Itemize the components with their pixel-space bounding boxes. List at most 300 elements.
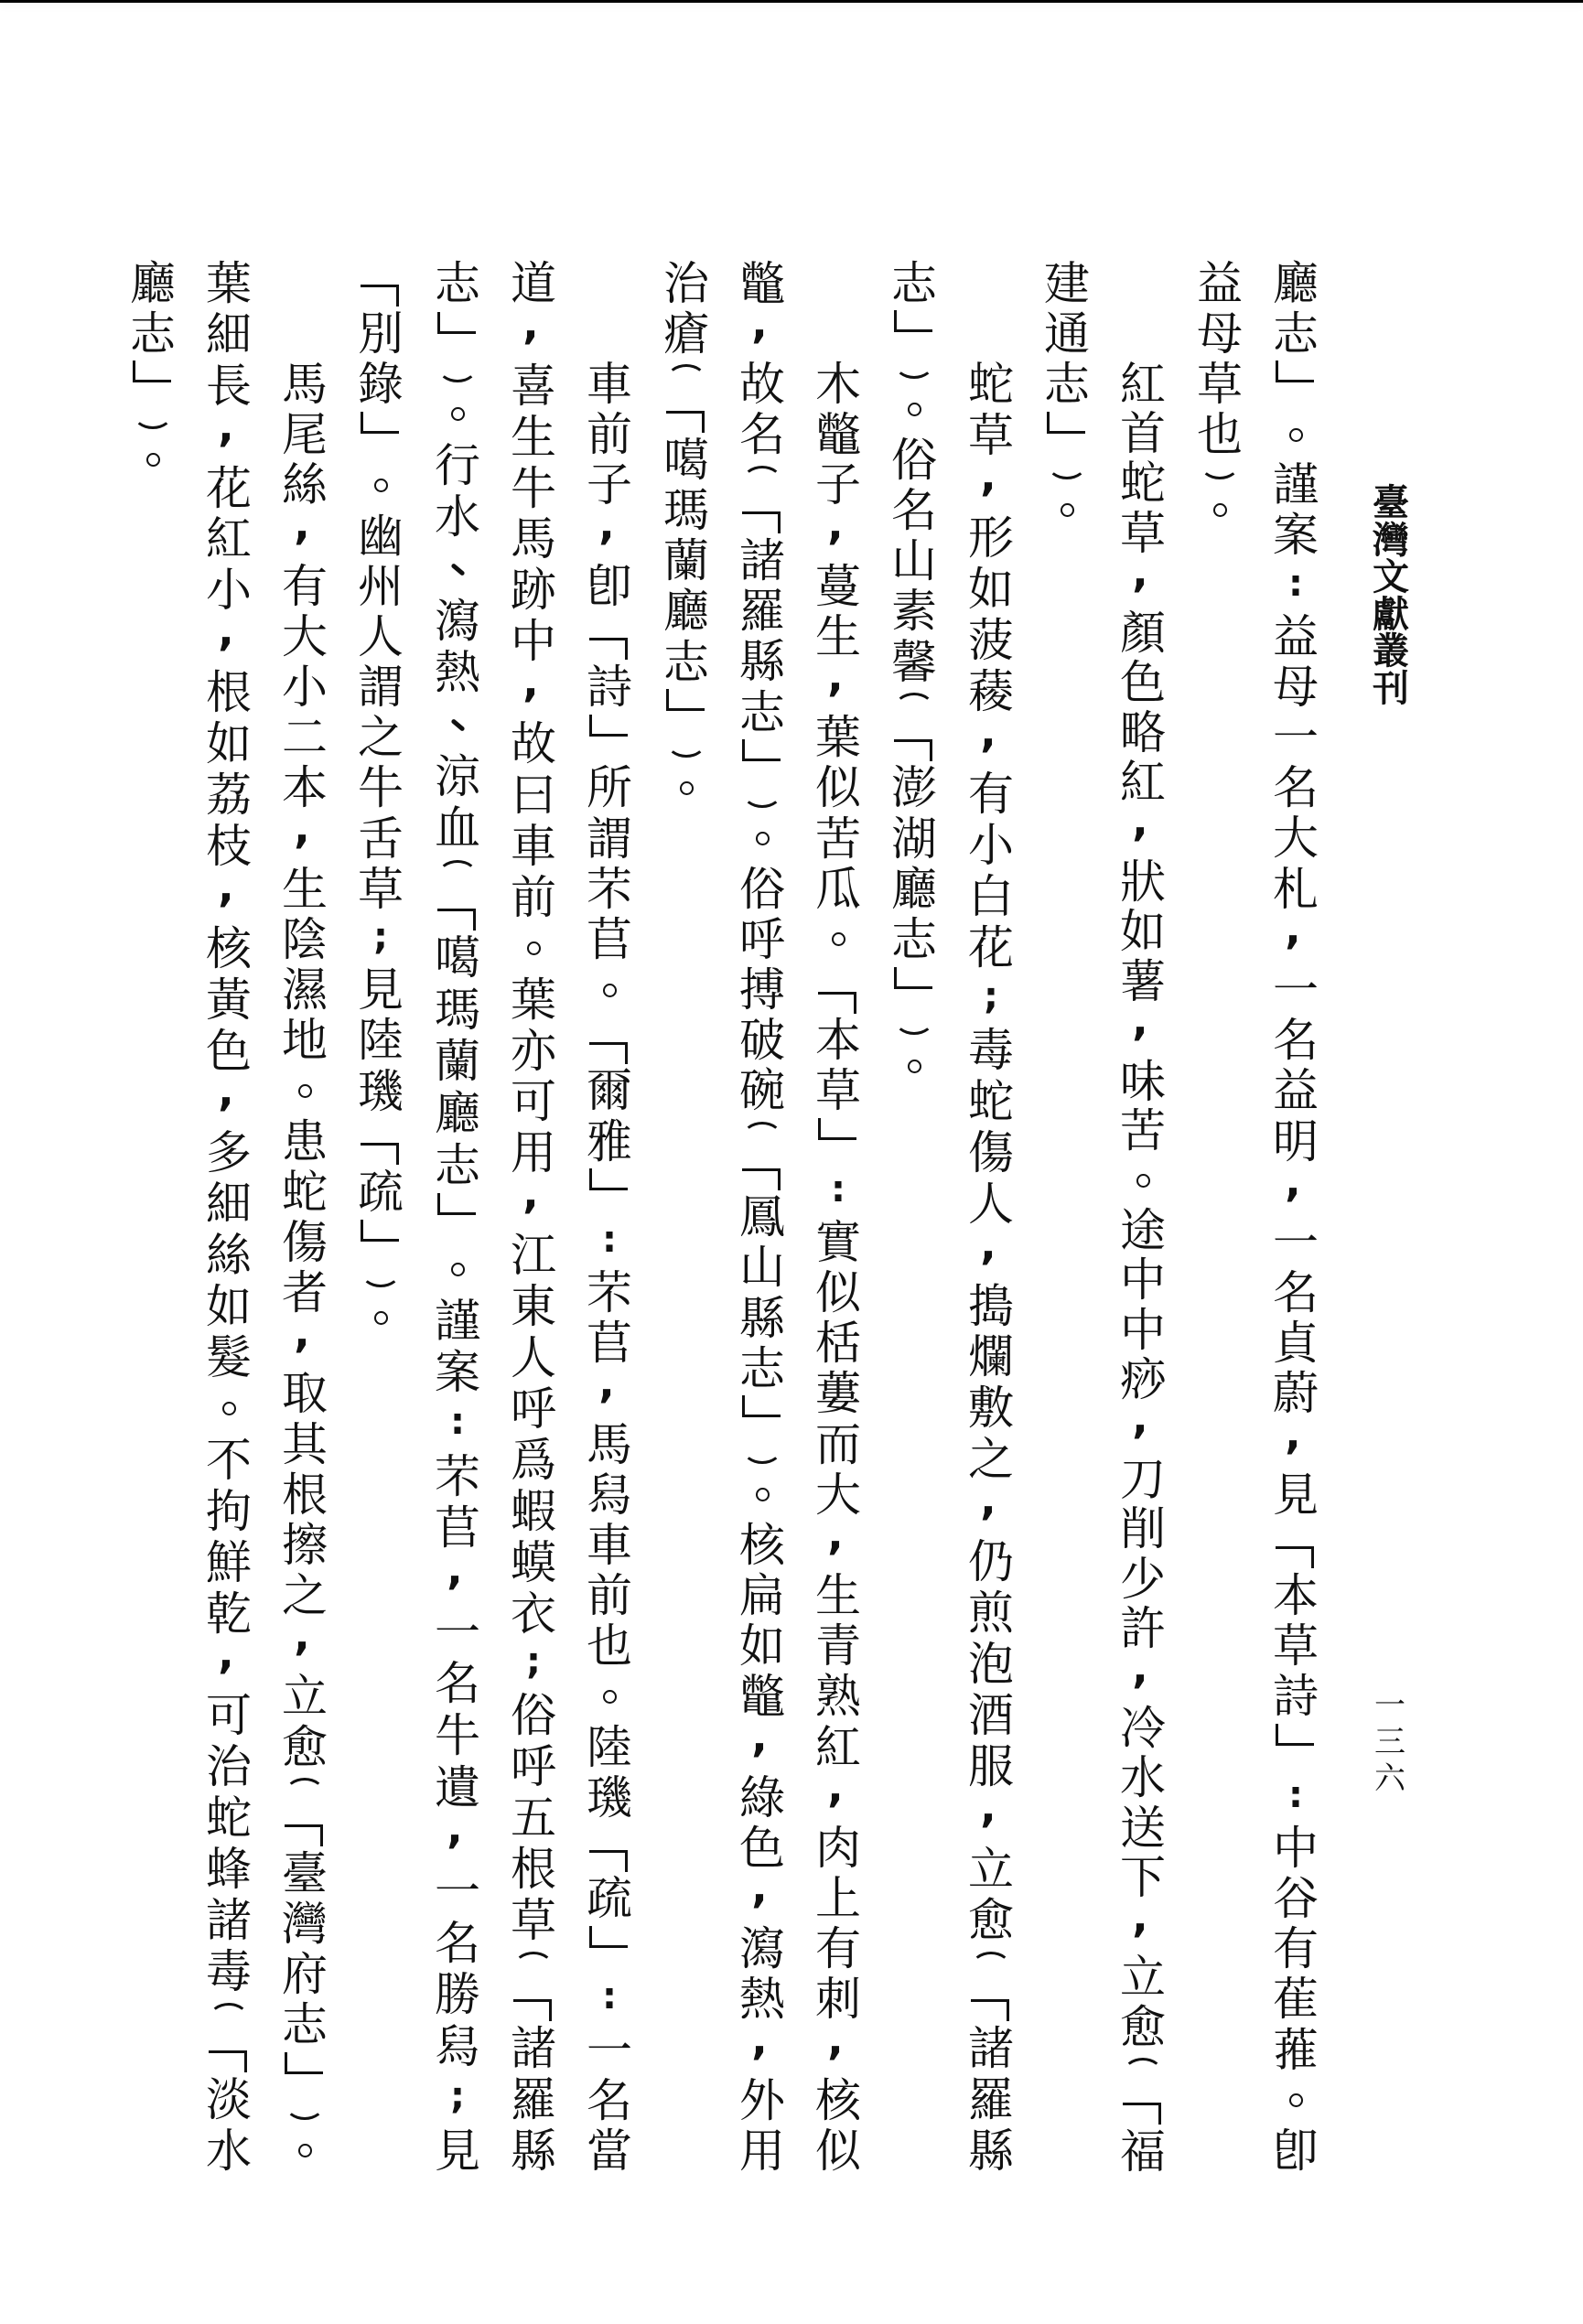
punctuation-semicolon bbox=[355, 914, 406, 964]
glyph: 葉 bbox=[206, 256, 252, 310]
glyph: 志 bbox=[891, 913, 937, 967]
top-border-line bbox=[0, 0, 1583, 3]
punctuation-comma-mark: , bbox=[218, 606, 234, 656]
punctuation-close-quote-mark bbox=[437, 1193, 476, 1215]
punctuation-close-paren bbox=[1194, 460, 1245, 486]
glyph: 勝 bbox=[435, 1968, 480, 2022]
glyph: 諸 bbox=[511, 2021, 556, 2075]
glyph: 核 bbox=[206, 921, 252, 975]
punctuation-comma bbox=[584, 500, 635, 561]
glyph: 本 bbox=[1273, 1569, 1319, 1623]
glyph: 萑 bbox=[1273, 1973, 1319, 2027]
glyph: 熱 bbox=[435, 646, 480, 700]
punctuation-open-quote bbox=[584, 611, 635, 662]
glyph: 中 bbox=[1120, 1253, 1166, 1307]
glyph: 叢 bbox=[1373, 629, 1409, 673]
glyph: 卽 bbox=[1273, 2124, 1319, 2178]
glyph: 大 bbox=[282, 609, 328, 663]
glyph: 拘 bbox=[206, 1484, 252, 1538]
glyph: 似 bbox=[815, 1266, 861, 1320]
punctuation-colon-mark: : bbox=[602, 1218, 617, 1261]
punctuation-comma-mark: , bbox=[751, 1863, 768, 1913]
glyph: 熟 bbox=[815, 1670, 861, 1724]
punctuation-period bbox=[1270, 410, 1321, 460]
glyph: 本 bbox=[815, 1014, 861, 1068]
punctuation-period bbox=[203, 1383, 254, 1435]
glyph: 蛇 bbox=[1120, 457, 1166, 511]
glyph: 如 bbox=[206, 1280, 252, 1334]
punctuation-comma-mark: , bbox=[1132, 547, 1148, 597]
glyph: 涼 bbox=[435, 749, 480, 803]
punctuation-colon-mark: : bbox=[602, 1975, 617, 2018]
glyph: 名 bbox=[435, 1657, 480, 1711]
punctuation-comma-mark: , bbox=[1132, 796, 1148, 846]
punctuation-close-paren-mark bbox=[133, 398, 173, 429]
punctuation-close-paren bbox=[737, 1445, 788, 1470]
glyph: 瑪 bbox=[435, 983, 480, 1037]
punctuation-close-paren bbox=[888, 1016, 940, 1041]
glyph: 冷 bbox=[1120, 1701, 1166, 1755]
glyph: 蛇 bbox=[206, 1791, 252, 1845]
glyph: 跡 bbox=[511, 564, 556, 618]
punctuation-close-quote-mark bbox=[1047, 412, 1085, 434]
punctuation-comma bbox=[1117, 1642, 1168, 1703]
punctuation-colon-mark: : bbox=[831, 1167, 845, 1210]
glyph: 根 bbox=[206, 666, 252, 720]
glyph: 草 bbox=[968, 409, 1014, 463]
punctuation-open-quote bbox=[584, 1016, 635, 1066]
glyph: 車 bbox=[511, 819, 556, 873]
glyph: 有 bbox=[968, 767, 1014, 821]
punctuation-open-quote bbox=[888, 713, 940, 763]
glyph: 澎 bbox=[891, 761, 937, 815]
glyph: 別 bbox=[358, 307, 404, 360]
glyph: 絲 bbox=[206, 1229, 252, 1283]
punctuation-close-quote-mark bbox=[1276, 1724, 1314, 1746]
punctuation-close-quote bbox=[584, 1167, 635, 1217]
glyph: 用 bbox=[511, 1126, 556, 1180]
punctuation-close-quote-mark bbox=[589, 715, 628, 737]
punctuation-comma-mark: , bbox=[980, 1219, 996, 1269]
glyph: 紅 bbox=[1120, 357, 1166, 411]
punctuation-close-quote-mark bbox=[361, 412, 399, 434]
text-column-7 bbox=[813, 359, 864, 2176]
punctuation-comma bbox=[813, 500, 864, 561]
glyph: 苢 bbox=[435, 1501, 480, 1555]
glyph: 志 bbox=[1044, 357, 1090, 411]
punctuation-open-quote-mark bbox=[971, 1999, 1009, 2021]
glyph: 菠 bbox=[968, 614, 1014, 668]
punctuation-comma-mark: , bbox=[218, 861, 234, 911]
glyph: 噶 bbox=[663, 433, 709, 487]
glyph: 淡 bbox=[206, 2072, 252, 2126]
punctuation-period bbox=[888, 384, 940, 435]
glyph: 一 bbox=[435, 1865, 480, 1919]
glyph: 色 bbox=[1120, 656, 1166, 710]
punctuation-period-mark bbox=[374, 1311, 388, 1325]
glyph: 臺 bbox=[282, 1846, 328, 1900]
punctuation-period-mark bbox=[1213, 503, 1227, 517]
glyph: 愈 bbox=[968, 1893, 1014, 1947]
punctuation-comma-mark: , bbox=[1132, 1891, 1148, 1942]
punctuation-close-quote-mark bbox=[285, 2052, 323, 2074]
glyph: 當 bbox=[587, 2124, 632, 2178]
glyph: 許 bbox=[1120, 1602, 1166, 1656]
glyph: 謂 bbox=[587, 812, 632, 866]
glyph: 見 bbox=[1273, 1468, 1319, 1522]
glyph: 五 bbox=[511, 1791, 556, 1845]
glyph: 刀 bbox=[1120, 1452, 1166, 1506]
glyph: 搏 bbox=[739, 963, 785, 1017]
glyph: 青 bbox=[815, 1619, 861, 1673]
glyph: 根 bbox=[511, 1843, 556, 1897]
glyph: 可 bbox=[206, 1689, 252, 1743]
glyph: 札 bbox=[1273, 862, 1319, 916]
glyph: 湖 bbox=[891, 812, 937, 866]
glyph: 衣 bbox=[511, 1587, 556, 1641]
glyph: 途 bbox=[1120, 1203, 1166, 1257]
glyph: 蜂 bbox=[206, 1843, 252, 1897]
punctuation-comma-mark: , bbox=[751, 1711, 768, 1761]
punctuation-close-paren bbox=[279, 2101, 330, 2126]
punctuation-comma bbox=[1117, 1891, 1168, 1952]
glyph: 名 bbox=[1273, 1266, 1319, 1320]
glyph: 血 bbox=[435, 802, 480, 855]
glyph: 尾 bbox=[282, 408, 328, 462]
glyph: 細 bbox=[206, 307, 252, 361]
glyph: 敷 bbox=[968, 1382, 1014, 1436]
glyph: 核 bbox=[739, 1518, 785, 1572]
punctuation-open-quote-mark bbox=[742, 511, 781, 533]
glyph: 生 bbox=[815, 609, 861, 663]
punctuation-open-paren bbox=[1117, 2052, 1168, 2077]
glyph: 爾 bbox=[587, 1064, 632, 1118]
glyph: 小 bbox=[206, 564, 252, 618]
glyph: 可 bbox=[511, 1075, 556, 1129]
glyph: 牛 bbox=[358, 761, 404, 815]
glyph: 痧 bbox=[1120, 1353, 1166, 1407]
punctuation-period-mark bbox=[451, 407, 465, 421]
punctuation-close-quote-mark bbox=[742, 1395, 781, 1417]
punctuation-open-quote-mark bbox=[894, 739, 932, 761]
punctuation-comma bbox=[279, 802, 330, 864]
punctuation-close-paren bbox=[432, 361, 483, 387]
punctuation-period bbox=[1117, 1156, 1168, 1205]
glyph: 谷 bbox=[1273, 1872, 1319, 1926]
glyph: 小 bbox=[282, 661, 328, 714]
glyph: 大 bbox=[815, 1468, 861, 1522]
punctuation-comma bbox=[813, 1761, 864, 1823]
glyph: 如 bbox=[1120, 905, 1166, 959]
punctuation-comma-mark: , bbox=[827, 1509, 844, 1559]
glyph: 六 bbox=[1374, 1760, 1405, 1797]
punctuation-open-quote-mark bbox=[209, 2050, 247, 2072]
glyph: 薯 bbox=[1120, 954, 1166, 1008]
punctuation-comma-mark: , bbox=[294, 500, 310, 550]
punctuation-close-paren-mark bbox=[894, 1004, 934, 1035]
glyph: 疏 bbox=[587, 1872, 632, 1926]
punctuation-open-quote bbox=[661, 384, 712, 435]
glyph: 車 bbox=[587, 1518, 632, 1572]
glyph: 灣 bbox=[1373, 518, 1409, 562]
glyph: 俗 bbox=[891, 433, 937, 487]
punctuation-colon bbox=[584, 1974, 635, 2025]
punctuation-close-quote bbox=[813, 1116, 864, 1167]
glyph: 名 bbox=[1273, 761, 1319, 815]
glyph: 子 bbox=[587, 458, 632, 512]
punctuation-comma-mark: , bbox=[1285, 1408, 1301, 1458]
glyph: 水 bbox=[206, 2124, 252, 2178]
punctuation-comma-mark: , bbox=[1132, 1393, 1148, 1444]
punctuation-comma-mark: , bbox=[980, 1782, 996, 1833]
glyph: 如 bbox=[739, 1619, 785, 1673]
punctuation-comma-mark: , bbox=[1132, 995, 1148, 1046]
punctuation-period-mark bbox=[298, 2144, 312, 2157]
glyph: 見 bbox=[358, 963, 404, 1017]
text-column-16 bbox=[127, 258, 178, 485]
glyph: 舄 bbox=[587, 1468, 632, 1522]
glyph: 乾 bbox=[206, 1587, 252, 1641]
glyph: 爲 bbox=[511, 1433, 556, 1487]
glyph: 狀 bbox=[1120, 855, 1166, 909]
glyph: 母 bbox=[1197, 307, 1243, 360]
punctuation-period-mark bbox=[222, 1402, 236, 1415]
text-column-13 bbox=[355, 258, 406, 1344]
glyph: 亦 bbox=[511, 1024, 556, 1078]
glyph: 喜 bbox=[511, 359, 556, 413]
punctuation-period-mark bbox=[756, 832, 770, 845]
glyph: 搗 bbox=[968, 1279, 1014, 1333]
glyph: 其 bbox=[282, 1417, 328, 1471]
glyph: 苢 bbox=[587, 912, 632, 966]
punctuation-open-paren bbox=[279, 1772, 330, 1798]
glyph: 擦 bbox=[282, 1518, 328, 1572]
glyph: 舌 bbox=[358, 812, 404, 866]
punctuation-close-quote-mark bbox=[361, 1220, 399, 1242]
glyph: 建 bbox=[1044, 256, 1090, 310]
punctuation-comma bbox=[965, 1782, 1017, 1844]
glyph: 苦 bbox=[815, 812, 861, 866]
text-column-10 bbox=[584, 359, 635, 2176]
punctuation-open-quote bbox=[813, 964, 864, 1015]
glyph: 縣 bbox=[739, 635, 785, 689]
punctuation-comma bbox=[737, 1711, 788, 1772]
glyph: 益 bbox=[1197, 256, 1243, 310]
punctuation-comma bbox=[1117, 1393, 1168, 1454]
glyph: 葉 bbox=[511, 973, 556, 1027]
glyph: 木 bbox=[815, 357, 861, 411]
glyph: 愈 bbox=[1120, 2000, 1166, 2054]
punctuation-colon-mark: : bbox=[1288, 562, 1303, 605]
punctuation-comma-mark: , bbox=[447, 1803, 463, 1854]
punctuation-close-quote-mark bbox=[894, 967, 932, 989]
punctuation-close-paren-mark bbox=[742, 1433, 782, 1464]
glyph: 馬 bbox=[511, 512, 556, 566]
glyph: 形 bbox=[968, 511, 1014, 565]
punctuation-period bbox=[1194, 485, 1245, 535]
text-column-15 bbox=[203, 258, 254, 2176]
glyph: 呼 bbox=[511, 1382, 556, 1436]
glyph: 人 bbox=[511, 1330, 556, 1384]
glyph: 之 bbox=[358, 711, 404, 765]
glyph: 核 bbox=[815, 2073, 861, 2127]
glyph: 蔓 bbox=[815, 559, 861, 613]
glyph: 苢 bbox=[587, 1317, 632, 1371]
punctuation-open-quote-mark bbox=[513, 1999, 552, 2021]
glyph: 草 bbox=[1197, 357, 1243, 411]
punctuation-open-quote-mark bbox=[285, 1824, 323, 1846]
punctuation-close-paren-mark bbox=[1200, 448, 1240, 479]
glyph: 本 bbox=[282, 761, 328, 815]
punctuation-comma bbox=[965, 1219, 1017, 1281]
punctuation-open-quote bbox=[737, 485, 788, 535]
glyph: 明 bbox=[1273, 1114, 1319, 1168]
punctuation-period bbox=[279, 2125, 330, 2176]
glyph: 味 bbox=[1120, 1054, 1166, 1108]
glyph: 中 bbox=[511, 615, 556, 669]
glyph: 如 bbox=[206, 717, 252, 771]
glyph: 有 bbox=[1273, 1922, 1319, 1976]
punctuation-period-mark bbox=[1136, 1174, 1150, 1188]
glyph: 草 bbox=[511, 1893, 556, 1947]
punctuation-comma bbox=[203, 861, 254, 923]
punctuation-open-paren bbox=[508, 1946, 559, 1972]
glyph: 瑪 bbox=[663, 483, 709, 537]
glyph: 地 bbox=[282, 1014, 328, 1068]
glyph: 治 bbox=[663, 256, 709, 310]
glyph: 似 bbox=[815, 761, 861, 815]
glyph: 治 bbox=[206, 1740, 252, 1794]
punctuation-period bbox=[127, 435, 178, 485]
glyph: 噶 bbox=[435, 931, 480, 985]
glyph: 外 bbox=[739, 2073, 785, 2127]
text-column-8 bbox=[737, 258, 788, 2177]
glyph: 志 bbox=[282, 1998, 328, 2052]
punctuation-close-paren bbox=[1041, 460, 1093, 486]
punctuation-comma-mark: , bbox=[522, 1168, 539, 1219]
glyph: 益 bbox=[1273, 1064, 1319, 1118]
glyph: 似 bbox=[815, 2124, 861, 2178]
text-column-9 bbox=[661, 258, 712, 813]
punctuation-comma bbox=[1117, 796, 1168, 856]
glyph: 益 bbox=[1273, 609, 1319, 663]
glyph: 煎 bbox=[968, 1587, 1014, 1641]
punctuation-close-quote-mark bbox=[894, 310, 932, 332]
punctuation-colon bbox=[432, 1399, 483, 1451]
glyph: 傷 bbox=[968, 1125, 1014, 1179]
punctuation-open-quote bbox=[355, 1116, 406, 1167]
glyph: 羅 bbox=[968, 2072, 1014, 2126]
punctuation-period bbox=[1270, 2075, 1321, 2125]
glyph: 鮮 bbox=[206, 1535, 252, 1589]
punctuation-open-quote-mark bbox=[589, 1042, 628, 1064]
glyph: 一 bbox=[587, 2023, 632, 2077]
glyph: 志 bbox=[663, 635, 709, 689]
glyph: 苦 bbox=[1120, 1103, 1166, 1157]
punctuation-period-mark bbox=[146, 453, 160, 467]
punctuation-semicolon-mark: ; bbox=[526, 1641, 541, 1684]
glyph: 廳 bbox=[435, 1087, 480, 1141]
punctuation-open-paren bbox=[737, 460, 788, 486]
punctuation-close-paren-mark bbox=[1047, 448, 1087, 479]
punctuation-period bbox=[584, 1672, 635, 1722]
glyph: 立 bbox=[1120, 1951, 1166, 2005]
glyph: 草 bbox=[1273, 1619, 1319, 1673]
glyph: 熱 bbox=[739, 1973, 785, 2027]
glyph: 色 bbox=[206, 1024, 252, 1078]
glyph: 山 bbox=[891, 534, 937, 588]
glyph: 一 bbox=[435, 1605, 480, 1659]
punctuation-comma bbox=[508, 1168, 559, 1230]
punctuation-semicolon-mark: ; bbox=[373, 916, 388, 959]
glyph: 愈 bbox=[282, 1720, 328, 1774]
punctuation-comma bbox=[203, 606, 254, 667]
glyph: 細 bbox=[206, 1178, 252, 1232]
punctuation-period bbox=[584, 964, 635, 1015]
glyph: 泡 bbox=[968, 1638, 1014, 1692]
punctuation-period-mark bbox=[374, 479, 388, 492]
glyph: 陸 bbox=[358, 1014, 404, 1068]
glyph: 肉 bbox=[815, 1821, 861, 1875]
glyph: 曰 bbox=[511, 769, 556, 823]
punctuation-comma bbox=[584, 1358, 635, 1419]
punctuation-comma-mark: , bbox=[1132, 1642, 1148, 1693]
punctuation-comma-mark: , bbox=[827, 1761, 844, 1812]
punctuation-close-quote bbox=[584, 1924, 635, 1974]
glyph: 瀉 bbox=[435, 594, 480, 648]
glyph: 少 bbox=[1120, 1552, 1166, 1606]
punctuation-close-paren-mark bbox=[285, 2089, 325, 2120]
punctuation-open-quote-mark bbox=[589, 1850, 628, 1872]
punctuation-open-quote bbox=[1117, 2077, 1168, 2126]
glyph: 之 bbox=[282, 1569, 328, 1623]
glyph: 母 bbox=[1273, 660, 1319, 714]
punctuation-comma-mark: , bbox=[294, 802, 310, 853]
glyph: 詩 bbox=[1273, 1670, 1319, 1724]
punctuation-period-mark bbox=[832, 932, 845, 946]
punctuation-open-quote bbox=[737, 1141, 788, 1191]
glyph: 而 bbox=[815, 1417, 861, 1471]
glyph: 芣 bbox=[435, 1449, 480, 1503]
glyph: 縣 bbox=[739, 1291, 785, 1345]
glyph: 志 bbox=[130, 307, 176, 360]
punctuation-comma-mark: , bbox=[827, 651, 844, 701]
glyph: 水 bbox=[435, 490, 480, 544]
punctuation-open-quote-mark bbox=[361, 1143, 399, 1165]
punctuation-period bbox=[432, 1243, 483, 1296]
punctuation-comma bbox=[203, 401, 254, 463]
glyph: 立 bbox=[282, 1670, 328, 1724]
glyph: 二 bbox=[282, 711, 328, 765]
glyph: 有 bbox=[282, 559, 328, 613]
punctuation-comma bbox=[279, 1307, 330, 1369]
punctuation-period bbox=[661, 763, 712, 813]
glyph: 生 bbox=[282, 862, 328, 916]
glyph: 有 bbox=[815, 1922, 861, 1976]
punctuation-open-quote bbox=[279, 1798, 330, 1848]
punctuation-comma bbox=[737, 297, 788, 359]
glyph: 一 bbox=[1374, 1687, 1405, 1724]
glyph: 所 bbox=[587, 761, 632, 815]
punctuation-period-mark bbox=[756, 1488, 770, 1501]
punctuation-close-paren bbox=[737, 788, 788, 813]
glyph: 也 bbox=[587, 1619, 632, 1673]
glyph: 鼈 bbox=[739, 256, 785, 310]
glyph: 蛇 bbox=[968, 358, 1014, 412]
glyph: 略 bbox=[1120, 705, 1166, 759]
punctuation-open-quote-mark bbox=[666, 411, 705, 433]
punctuation-comma-mark: , bbox=[447, 1544, 463, 1595]
